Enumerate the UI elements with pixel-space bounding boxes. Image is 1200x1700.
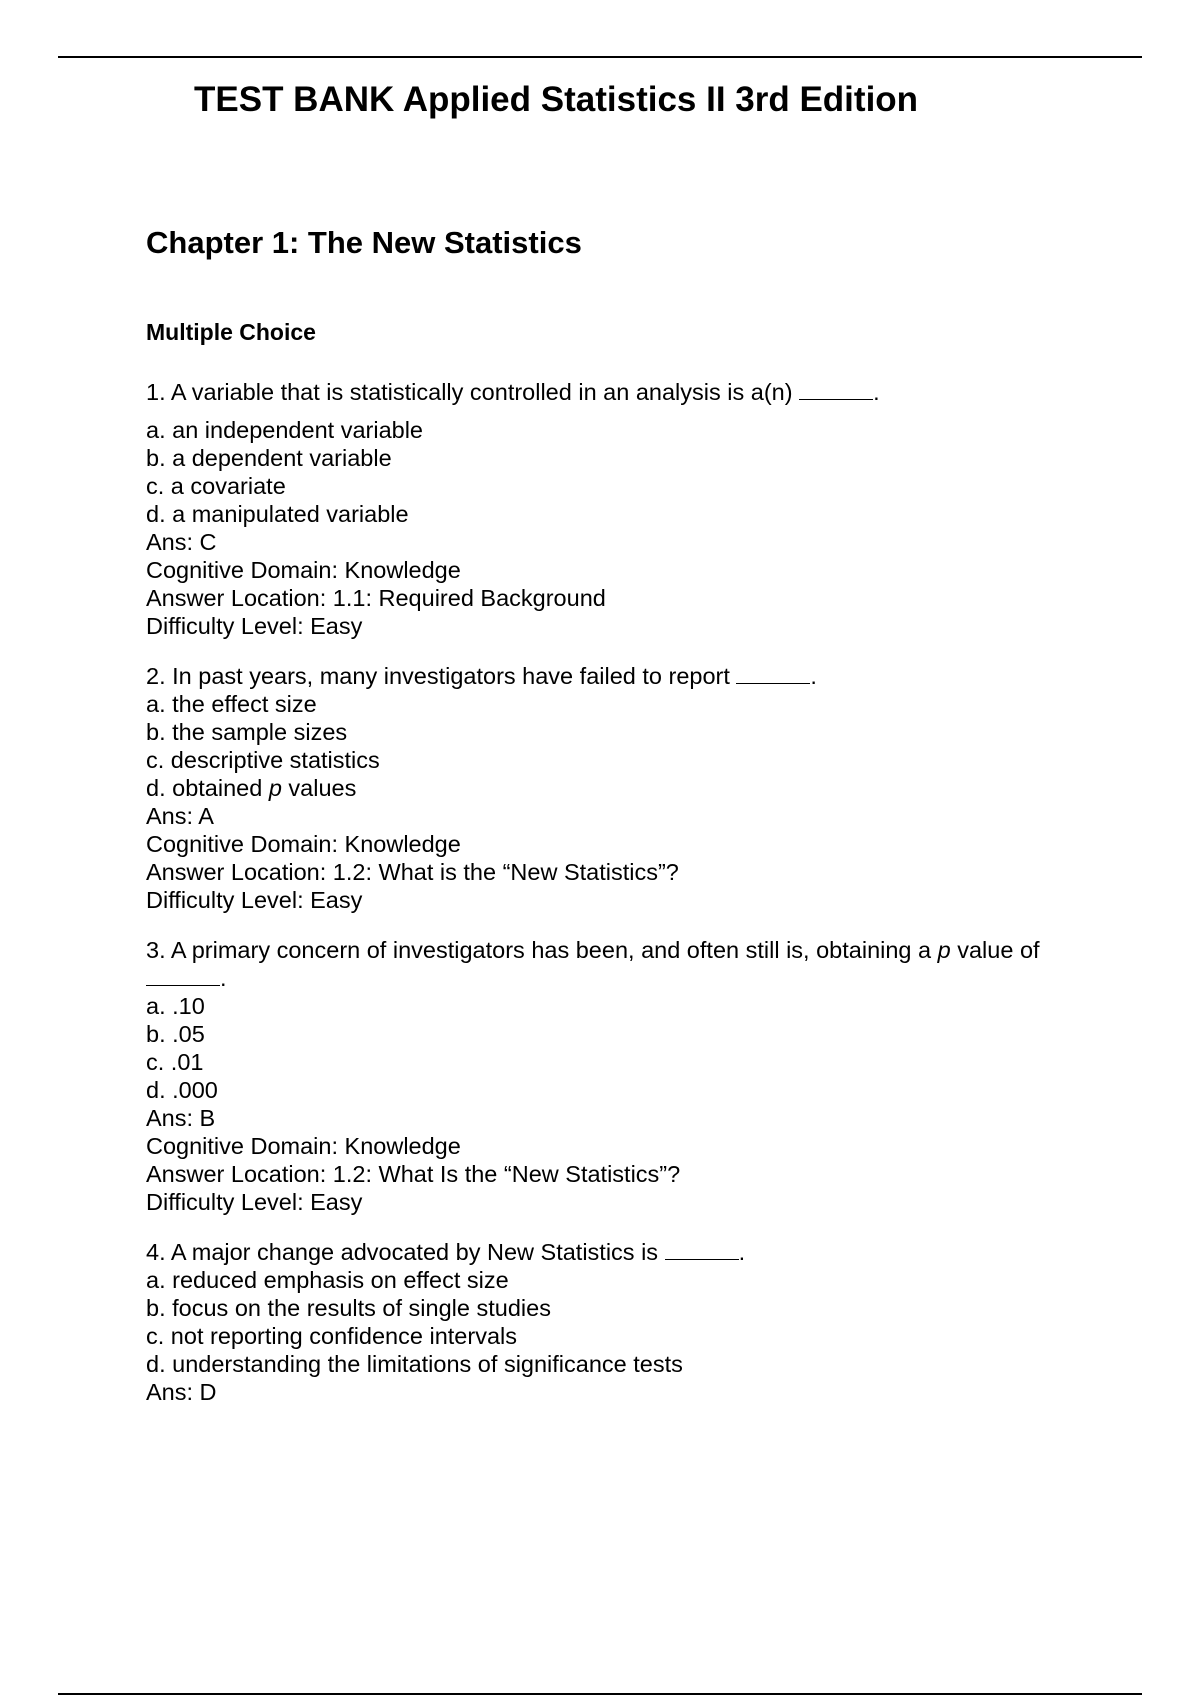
footer-rule bbox=[58, 1693, 1142, 1695]
option-d: d. .000 bbox=[146, 1077, 218, 1103]
question-stem: 2. In past years, many investigators have failed to report . bbox=[146, 663, 817, 689]
option-c: c. not reporting confidence intervals bbox=[146, 1323, 517, 1349]
answer-key: Ans: C bbox=[146, 529, 217, 555]
question-stem-continuation: . bbox=[146, 964, 1096, 992]
question-stem: 1. A variable that is statistically controlled in an analysis is a(n) . bbox=[146, 379, 880, 405]
answer-location: Answer Location: 1.1: Required Background bbox=[146, 585, 606, 611]
section-heading: Multiple Choice bbox=[146, 319, 316, 345]
answer-key: Ans: A bbox=[146, 803, 214, 829]
header-rule bbox=[58, 56, 1142, 58]
option-a: a. an independent variable bbox=[146, 417, 423, 443]
chapter-title: Chapter 1: The New Statistics bbox=[146, 225, 582, 260]
cognitive-domain: Cognitive Domain: Knowledge bbox=[146, 1133, 461, 1159]
answer-blank bbox=[736, 663, 810, 684]
question-list bbox=[146, 378, 1096, 1428]
question-1 bbox=[146, 378, 1096, 640]
option-b: b. the sample sizes bbox=[146, 719, 348, 745]
option-a: a. .10 bbox=[146, 993, 205, 1019]
option-b: b. a dependent variable bbox=[146, 445, 392, 471]
option-c: c. .01 bbox=[146, 1049, 204, 1075]
cognitive-domain: Cognitive Domain: Knowledge bbox=[146, 557, 461, 583]
answer-blank bbox=[146, 965, 220, 986]
answer-blank bbox=[665, 1239, 739, 1260]
option-c: c. a covariate bbox=[146, 473, 286, 499]
option-d: d. understanding the limitations of significance tests bbox=[146, 1351, 683, 1377]
option-c: c. descriptive statistics bbox=[146, 747, 380, 773]
option-b: b. .05 bbox=[146, 1021, 205, 1047]
difficulty-level: Difficulty Level: Easy bbox=[146, 613, 363, 639]
answer-key: Ans: D bbox=[146, 1379, 217, 1405]
option-a: a. the effect size bbox=[146, 691, 317, 717]
cognitive-domain: Cognitive Domain: Knowledge bbox=[146, 831, 461, 857]
answer-location: Answer Location: 1.2: What Is the “New Statistics”? bbox=[146, 1161, 681, 1187]
question-stem: 4. A major change advocated by New Statistics is . bbox=[146, 1239, 746, 1265]
question-stem: 3. A primary concern of investigators has been, and often still is, obtaining a p value of bbox=[146, 937, 1040, 963]
option-a: a. reduced emphasis on effect size bbox=[146, 1267, 509, 1293]
answer-blank bbox=[799, 379, 873, 400]
difficulty-level: Difficulty Level: Easy bbox=[146, 1189, 363, 1215]
question-4 bbox=[146, 1238, 1096, 1406]
question-2 bbox=[146, 662, 1096, 914]
difficulty-level: Difficulty Level: Easy bbox=[146, 887, 363, 913]
document-title: TEST BANK Applied Statistics II 3rd Edition bbox=[194, 80, 919, 119]
option-d: d. obtained p values bbox=[146, 775, 357, 801]
answer-key: Ans: B bbox=[146, 1105, 216, 1131]
answer-location: Answer Location: 1.2: What is the “New Statistics”? bbox=[146, 859, 679, 885]
question-3 bbox=[146, 936, 1096, 1216]
option-b: b. focus on the results of single studies bbox=[146, 1295, 551, 1321]
option-d: d. a manipulated variable bbox=[146, 501, 409, 527]
